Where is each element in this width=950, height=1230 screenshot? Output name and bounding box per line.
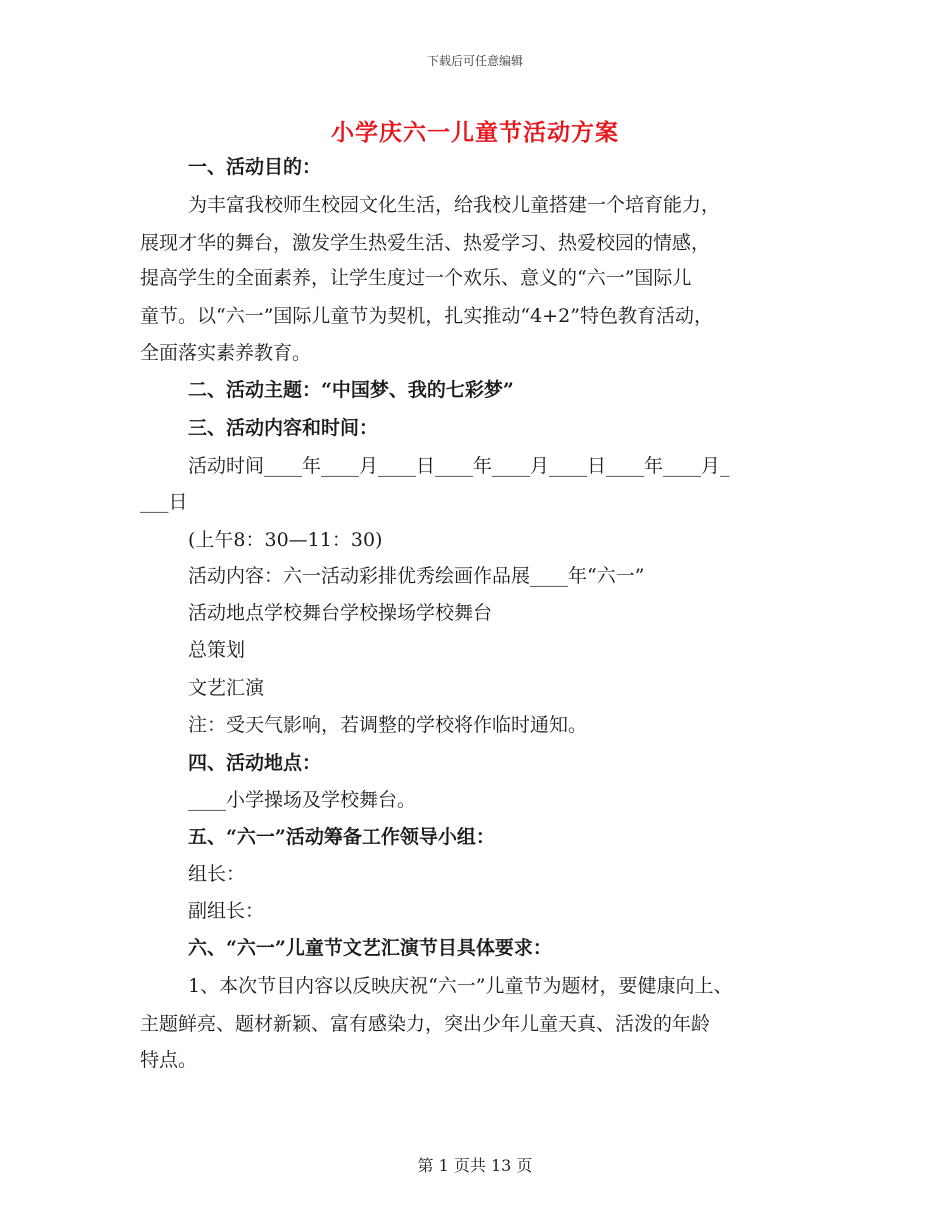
section-heading-2: 二、活动主题：“中国梦、我的七彩梦”: [188, 379, 514, 401]
paragraph-line: 注：受天气影响，若调整的学校将作临时通知。: [188, 714, 588, 736]
paragraph-line: 提高学生的全面素养，让学生度过一个欢乐、意义的“六一”国际儿: [140, 267, 692, 289]
paragraph-line: 组长：: [188, 863, 246, 885]
paragraph-line: ____小学操场及学校舞台。: [188, 789, 417, 811]
paragraph-line: 1、本次节目内容以反映庆祝“六一”儿童节为题材，要健康向上、: [188, 975, 733, 997]
section-heading-1: 一、活动目的：: [188, 156, 322, 178]
paragraph-line: 文艺汇演: [188, 677, 265, 699]
document-title: 小学庆六一儿童节活动方案: [331, 119, 619, 146]
section-heading-5: 五、“六一”活动筹备工作领导小组：: [188, 826, 495, 848]
paragraph-line: 童节。以“六一”国际儿童节为契机，扎实推动“4+2”特色教育活动，: [140, 305, 713, 327]
paragraph-line: 活动时间____年____月____日____年____月____日____年____月_: [188, 455, 730, 477]
section-heading-6: 六、“六一”儿童节文艺汇演节目具体要求：: [188, 937, 552, 959]
paragraph-line: 特点。: [140, 1049, 198, 1071]
paragraph-line: ___日: [140, 491, 188, 513]
paragraph-line: 活动地点学校舞台学校操场学校舞台: [188, 602, 493, 624]
section-heading-3: 三、活动内容和时间：: [188, 417, 379, 439]
paragraph-line: 为丰富我校师生校园文化生活，给我校儿童搭建一个培育能力，: [188, 194, 721, 216]
paragraph-line: 总策划: [188, 639, 246, 661]
paragraph-line: 活动内容：六一活动彩排优秀绘画作品展____年“六一”: [188, 565, 645, 587]
paragraph-line: 展现才华的舞台，激发学生热爱生活、热爱学习、热爱校园的情感，: [140, 232, 711, 254]
paragraph-line: (上午8：30—11：30): [188, 529, 383, 551]
paragraph-line: 全面落实素养教育。: [140, 342, 312, 364]
section-heading-4: 四、活动地点：: [188, 752, 322, 774]
page-footer: 第 1 页共 13 页: [417, 1156, 533, 1175]
paragraph-line: 主题鲜亮、题材新颖、富有感染力，突出少年儿童天真、活泼的年龄: [140, 1013, 711, 1035]
paragraph-line: 副组长：: [188, 900, 265, 922]
page-header: 下载后可任意编辑: [426, 54, 523, 68]
